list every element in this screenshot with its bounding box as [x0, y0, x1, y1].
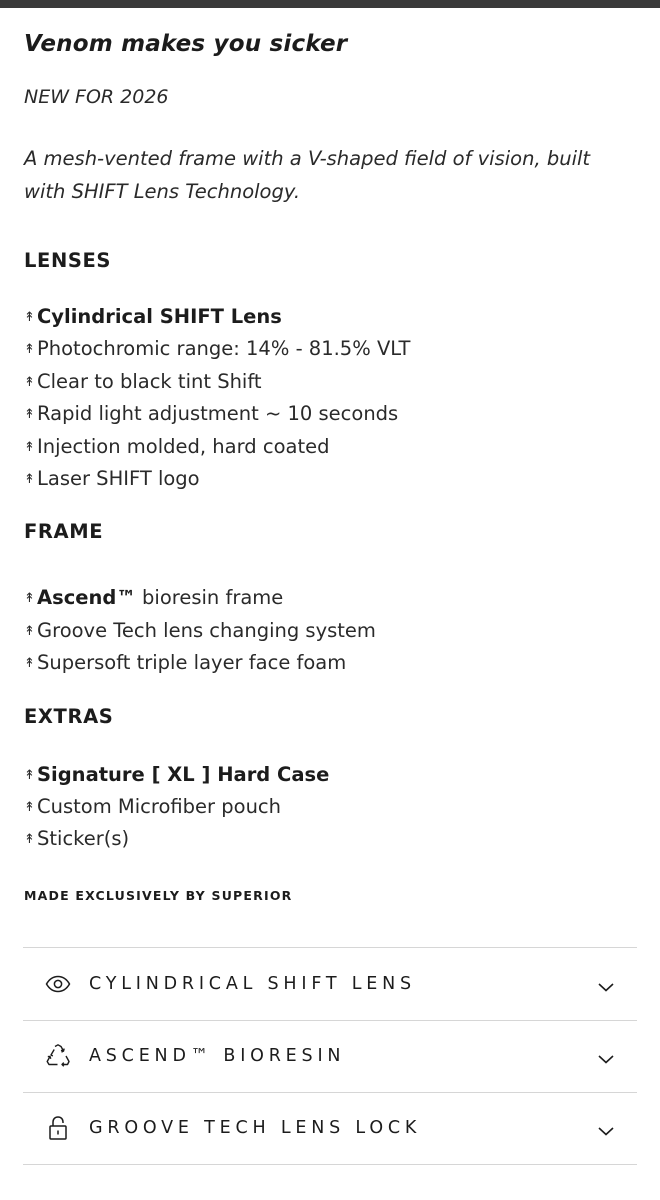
- chevron-down-icon: [597, 1122, 615, 1134]
- list-item-text: Injection molded, hard coated: [37, 434, 330, 458]
- list-item: [24, 398, 636, 430]
- made-by-label: MADE EXCLUSIVELY BY SUPERIOR: [24, 887, 293, 903]
- accordion-item-cylindrical-shift-lens[interactable]: [23, 947, 637, 1020]
- accordion-item-ascend-bioresin[interactable]: [23, 1020, 637, 1093]
- frame-list: [24, 582, 636, 679]
- product-title: Venom makes you sicker: [24, 31, 348, 57]
- recycle-icon: [45, 1043, 71, 1069]
- list-item: [24, 582, 636, 614]
- bullet-arrow-icon: ↟: [24, 374, 35, 390]
- bullet-arrow-icon: ↟: [24, 439, 35, 455]
- list-item-bold-text: Ascend™: [37, 586, 136, 610]
- list-item-text: Groove Tech lens changing system: [37, 618, 376, 642]
- list-item: [24, 647, 636, 679]
- top-bar: [0, 0, 660, 8]
- list-item-text: Laser SHIFT logo: [37, 466, 200, 490]
- frame-heading: FRAME: [24, 520, 104, 544]
- bullet-arrow-icon: ↟: [24, 310, 35, 325]
- list-item: [24, 463, 636, 495]
- list-item: [24, 333, 636, 365]
- lock-icon: [45, 1115, 71, 1141]
- bullet-arrow-icon: ↟: [24, 623, 35, 639]
- accordion-label: CYLINDRICAL SHIFT LENS: [89, 973, 416, 994]
- bullet-arrow-icon: ↟: [24, 767, 35, 783]
- eye-icon: [45, 971, 71, 997]
- chevron-down-icon: [597, 1050, 615, 1062]
- accordion-label: GROOVE TECH LENS LOCK: [89, 1118, 422, 1139]
- list-item: [24, 823, 636, 855]
- product-tagline: NEW FOR 2026: [24, 86, 169, 108]
- list-item-text: Sticker(s): [37, 827, 130, 851]
- product-description: A mesh-vented frame with a V-shaped field of vision, built with SHIFT Lens Technology.: [24, 147, 591, 203]
- bullet-arrow-icon: ↟: [24, 832, 35, 848]
- list-item-text: bioresin frame: [135, 586, 284, 610]
- list-item-text: Supersoft triple layer face foam: [37, 651, 347, 675]
- list-item: [24, 791, 636, 823]
- accordion-label: ASCEND™ BIORESIN: [89, 1046, 346, 1067]
- bullet-arrow-icon: ↟: [24, 471, 35, 487]
- product-details: [24, 28, 636, 903]
- list-item: [24, 301, 636, 333]
- accordion-item-groove-tech-lens-lock[interactable]: [23, 1092, 637, 1165]
- extras-list: [24, 759, 636, 856]
- list-item-text: Photochromic range: 14% - 81.5% VLT: [37, 337, 411, 361]
- extras-heading: EXTRAS: [24, 704, 114, 728]
- chevron-down-icon: [597, 978, 615, 990]
- lenses-list: [24, 301, 636, 495]
- feature-accordion: [23, 947, 637, 1165]
- lenses-heading: LENSES: [24, 249, 112, 272]
- bullet-arrow-icon: ↟: [24, 407, 35, 423]
- bullet-arrow-icon: ↟: [24, 591, 35, 607]
- list-item: [24, 615, 636, 647]
- list-item-text: Custom Microfiber pouch: [37, 794, 282, 818]
- list-item-text: Rapid light adjustment ~ 10 seconds: [37, 402, 399, 426]
- bullet-arrow-icon: ↟: [24, 656, 35, 672]
- list-item: [24, 431, 636, 463]
- list-item-text: Clear to black tint Shift: [37, 369, 262, 393]
- bullet-arrow-icon: ↟: [24, 342, 35, 358]
- bullet-arrow-icon: ↟: [24, 799, 35, 815]
- list-item: [24, 366, 636, 398]
- list-item-bold-text: Cylindrical SHIFT Lens: [37, 305, 282, 328]
- list-item-bold-text: Signature [ XL ] Hard Case: [37, 762, 330, 786]
- list-item: [24, 759, 636, 791]
